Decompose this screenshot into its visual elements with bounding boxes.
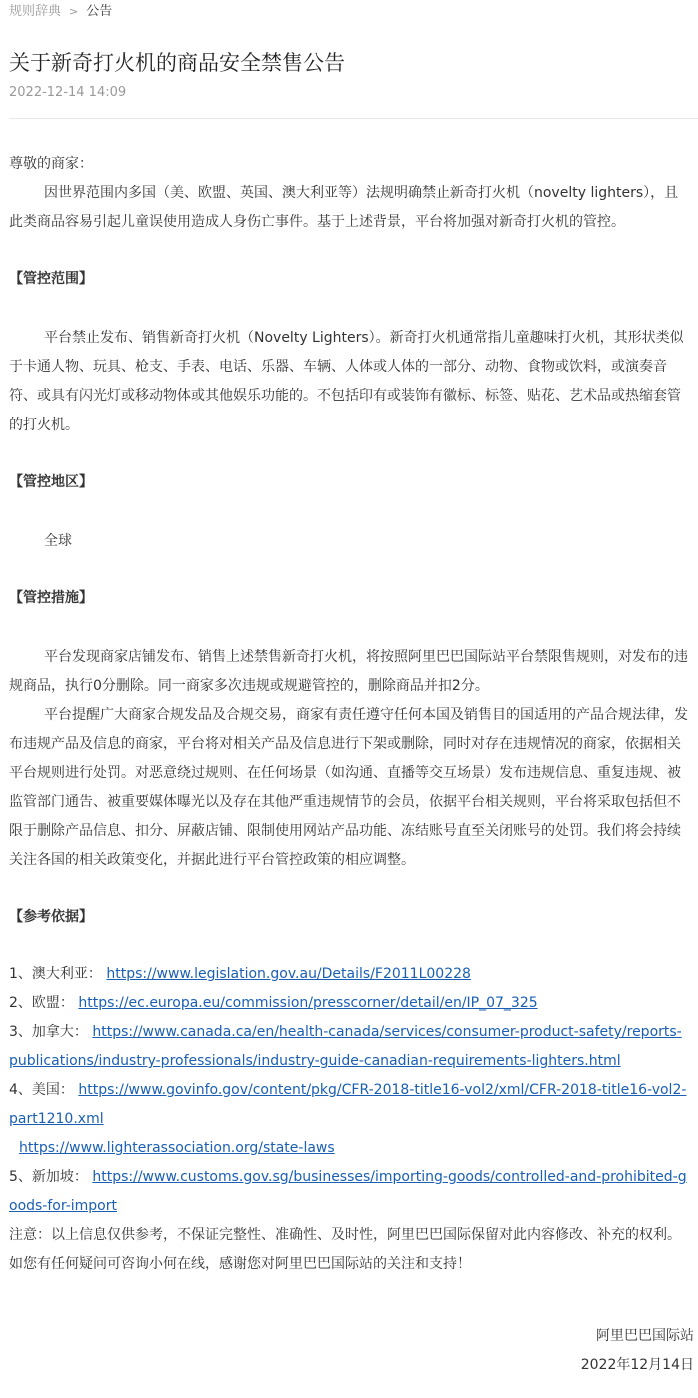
article-body: [9, 150, 690, 1279]
greeting: 尊敬的商家：: [9, 156, 93, 172]
spacer: [9, 497, 690, 527]
measures-paragraph-2: 平台提醒广大商家合规发品及合规交易，商家有责任遵守任何本国及销售目的国适用的产品合规法律，发布违规产品及信息的商家，平台将对相关产品及信息进行下架或删除，同时对存在违规情况的商家，依据相关平台规则进行处罚。对恶意绕过规则、在任何场景（如沟通、直播等交互场景）发布违规信息、重复违规、被监管部门通告、被重要媒体曝光以及存在其他严重违规情节的会员，依据平台相关规则，平台将采取包括但不限于删除产品信息、扣分、屏蔽店铺、限制使用网站产品功能、冻结账号直至关闭账号的处罚。我们将会持续关注各国的相关政策变化，并据此进行平台管控政策的相应调整。: [9, 707, 688, 868]
intro-paragraph: 因世界范围内多国（美、欧盟、英国、澳大利亚等）法规明确禁止新奇打火机（novelty lighters），且此类商品容易引起儿童误使用造成人身伤亡事件。基于上述背景，平台将加强对新奇打火机的管控。: [9, 185, 679, 230]
reference-label: 5、新加坡：: [9, 1169, 88, 1185]
scope-paragraph: 平台禁止发布、销售新奇打火机（Novelty Lighters）。新奇打火机通常指儿童趣味打火机，其形状类似于卡通人物、玩具、枪支、手表、电话、乐器、车辆、人体或人体的一部分、动物、食物或饮料，或演奏音符、或具有闪光灯或移动物体或其他娱乐功能的。不包括印有或装饰有徽标、标签、贴花、艺术品或热缩套管的打火机。: [9, 330, 684, 433]
reference-link-singapore[interactable]: https://www.customs.gov.sg/businesses/importing-goods/controlled-and-prohibited-goods-for-import: [9, 1169, 687, 1214]
notice-paragraph: 注意：以上信息仅供参考，不保证完整性、准确性、及时性，阿里巴巴国际保留对此内容修改、补充的权利。如您有任何疑问可咨询小何在线，感谢您对阿里巴巴国际站的关注和支持！: [9, 1227, 681, 1272]
scope-heading: 【管控范围】: [9, 271, 93, 287]
measures-paragraph-1: 平台发现商家店铺发布、销售上述禁售新奇打火机，将按照阿里巴巴国际站平台禁限售规则，对发布的违规商品，执行0分删除。同一商家多次违规或规避管控的，删除商品并扣2分。: [9, 649, 688, 694]
spacer: [9, 294, 690, 324]
reference-label: 2、欧盟：: [9, 995, 74, 1011]
breadcrumb: [9, 4, 112, 20]
reference-label: 3、加拿大：: [9, 1024, 88, 1040]
reference-item: [9, 1134, 690, 1163]
spacer: [9, 556, 690, 584]
title-divider: [9, 118, 698, 119]
reference-item: [9, 1076, 690, 1134]
breadcrumb-parent-link[interactable]: 规则辞典: [9, 4, 62, 19]
region-paragraph: 全球: [44, 533, 72, 549]
region-heading: 【管控地区】: [9, 474, 93, 490]
reference-link-eu[interactable]: https://ec.europa.eu/commission/presscorner/detail/en/IP_07_325: [78, 995, 538, 1011]
spacer: [9, 932, 690, 960]
reference-link-canada[interactable]: https://www.canada.ca/en/health-canada/services/consumer-product-safety/reports-publications/industry-professionals/industry-guide-canadian-requirements-lighters.html: [9, 1024, 682, 1069]
signature-date: 2022年12月14日: [580, 1357, 694, 1373]
reference-item: [9, 989, 690, 1018]
reference-item: [9, 960, 690, 989]
signature-org: 阿里巴巴国际站: [596, 1328, 694, 1344]
spacer: [9, 613, 690, 643]
spacer: [9, 440, 690, 468]
publish-time: 2022-12-14 14:09: [9, 85, 127, 100]
reference-item: [9, 1163, 690, 1221]
reference-link-usa-lighterassociation[interactable]: https://www.lighterassociation.org/state-laws: [19, 1140, 335, 1156]
reference-label: 1、澳大利亚：: [9, 966, 102, 982]
reference-link-australia[interactable]: https://www.legislation.gov.au/Details/F2011L00228: [106, 966, 471, 982]
page-title: 关于新奇打火机的商品安全禁售公告: [9, 51, 345, 75]
reference-link-usa-govinfo[interactable]: https://www.govinfo.gov/content/pkg/CFR-2018-title16-vol2/xml/CFR-2018-title16-vol2-part1210.xml: [9, 1082, 687, 1127]
breadcrumb-current: 公告: [86, 4, 113, 19]
reference-label: 4、美国：: [9, 1082, 74, 1098]
measures-heading: 【管控措施】: [9, 590, 93, 606]
spacer: [9, 875, 690, 903]
breadcrumb-separator: >: [69, 5, 79, 18]
references-heading: 【参考依据】: [9, 909, 93, 925]
reference-item: [9, 1018, 690, 1076]
spacer: [9, 237, 690, 265]
